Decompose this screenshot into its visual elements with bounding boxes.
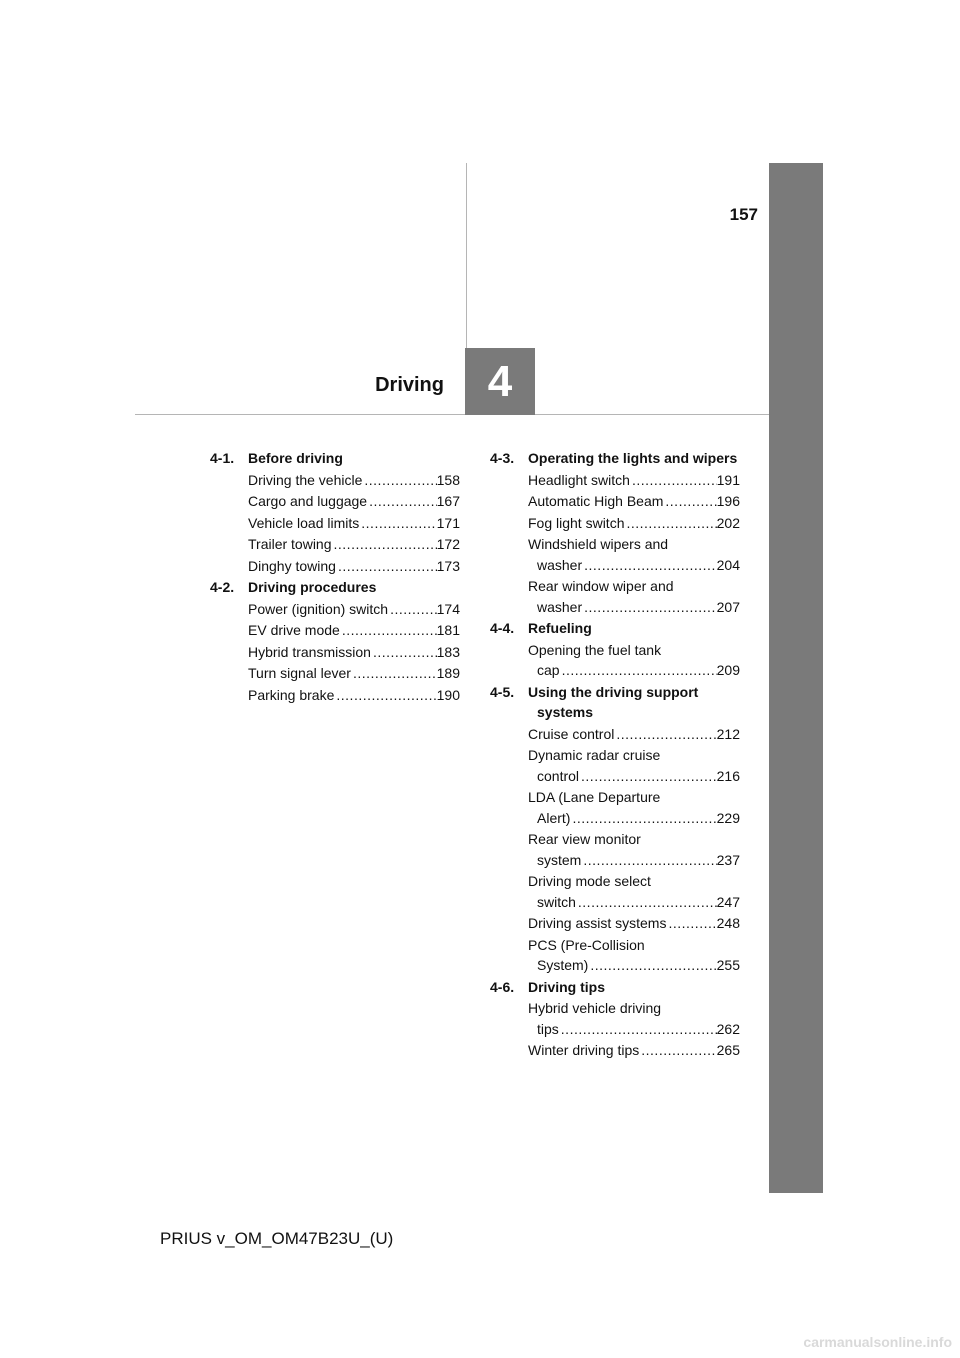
toc-entry-page: 191 (716, 471, 740, 488)
toc-entry-label: Rear view monitor (528, 831, 641, 847)
toc-entry-line (248, 620, 460, 641)
toc-entry[interactable] (248, 534, 460, 555)
toc-entry[interactable] (248, 685, 460, 706)
toc-entry-page: 204 (716, 556, 740, 573)
toc-entry-page: 237 (716, 851, 740, 868)
toc-entry-page: 209 (716, 662, 740, 678)
toc-section-title: Driving tips (528, 978, 606, 995)
toc-entry-label: Dinghy towing (248, 557, 336, 574)
toc-entry-label-cont: system (537, 851, 582, 868)
toc-entry-label: Hybrid vehicle driving (528, 1000, 662, 1016)
toc-entry-label-cont: cap (537, 662, 560, 678)
toc-entry[interactable] (528, 1040, 740, 1061)
toc-entry-line (528, 724, 740, 745)
toc-entry[interactable] (248, 642, 460, 663)
toc-section-number: 4-6. (490, 978, 515, 995)
toc-entry-line (248, 663, 460, 684)
toc-entry-line (528, 955, 740, 976)
toc-entry-label: Driving assist systems (528, 915, 667, 931)
toc-leader-dots (581, 850, 716, 871)
toc-entry[interactable] (248, 620, 460, 641)
toc-section-number: 4-3. (490, 450, 515, 466)
toc-leader-dots (388, 599, 437, 620)
toc-entry-label: Cargo and luggage (248, 493, 368, 509)
toc-leader-dots (362, 470, 436, 491)
toc-section-number: 4-4. (490, 620, 515, 636)
toc-leader-dots (332, 534, 437, 555)
toc-entry-line (248, 685, 460, 706)
toc-entry-label: LDA (Lane Departure (528, 789, 661, 805)
toc-leader-dots (663, 491, 716, 512)
toc-leader-dots (371, 642, 437, 663)
toc-entry-label-cont: washer (537, 598, 583, 615)
toc-leader-dots (614, 724, 716, 745)
toc-entry-label: EV drive mode (248, 622, 340, 638)
toc-entry-line (528, 808, 740, 829)
toc-entry[interactable] (528, 576, 740, 617)
toc-entry-label: Windshield wipers and (528, 536, 669, 552)
toc-entry-page: 229 (716, 809, 740, 826)
toc-entry-page: 248 (716, 915, 740, 931)
toc-entry-page: 171 (436, 514, 460, 531)
toc-leader-dots (570, 808, 716, 829)
toc-entry-page: 183 (436, 643, 460, 660)
toc-right-column (490, 447, 740, 1061)
toc-entry-label: PCS (Pre-Collision (528, 936, 645, 953)
toc-entry-page: 212 (716, 725, 740, 742)
toc-leader-dots (559, 1019, 717, 1040)
toc-entry[interactable] (248, 513, 460, 534)
toc-entry-page: 190 (436, 686, 460, 703)
toc-entry-label: Opening the fuel tank (528, 641, 662, 658)
toc-entry-label: Driving the vehicle (248, 471, 363, 488)
toc-section-heading (490, 448, 740, 469)
toc-entry[interactable] (248, 599, 460, 620)
toc-section-title: Refueling (528, 620, 592, 636)
toc-entry-label: Hybrid transmission (248, 643, 371, 660)
toc-entry-line (528, 470, 740, 491)
toc-section-heading (210, 577, 460, 598)
toc-section-title: Using the driving support systems (528, 683, 699, 720)
toc-leader-dots (367, 491, 437, 512)
toc-entry-line (528, 913, 740, 934)
toc-entry[interactable] (528, 513, 740, 534)
toc-entry-line (528, 513, 740, 534)
toc-entry-page: 216 (716, 767, 740, 784)
toc-entry[interactable] (528, 913, 740, 934)
toc-entry-label-cont: Alert) (537, 809, 571, 826)
toc-entry-line (248, 534, 460, 555)
toc-section-number: 4-5. (490, 683, 515, 700)
toc-entry-label-cont: control (537, 767, 580, 784)
toc-leader-dots (588, 955, 716, 976)
toc-entry[interactable] (528, 787, 740, 828)
toc-entry[interactable] (248, 491, 460, 512)
toc-entry-page: 172 (436, 536, 460, 552)
toc-entry-label: Winter driving tips (528, 1042, 640, 1058)
chapter-number-box (465, 348, 535, 415)
toc-entry-label: Dynamic radar cruise (528, 747, 661, 763)
footer-manual-code: PRIUS v_OM_OM47B23U_(U) (160, 1229, 394, 1248)
toc-entry-line (528, 892, 740, 913)
toc-entry-label: Automatic High Beam (528, 493, 664, 509)
toc-entry-line (528, 660, 740, 681)
toc-entry-line (248, 513, 460, 534)
toc-leader-dots (359, 513, 436, 534)
toc-entry[interactable] (528, 724, 740, 745)
vertical-rule (466, 163, 467, 348)
toc-entry-label: Cruise control (528, 725, 615, 742)
toc-entry-line (248, 599, 460, 620)
toc-section-heading (210, 448, 460, 469)
toc-entry-page: 202 (716, 514, 740, 531)
toc-entry-line (528, 555, 740, 576)
toc-leader-dots (336, 556, 437, 577)
toc-entry[interactable] (248, 470, 460, 491)
chapter-title: Driving (375, 374, 444, 396)
page-number: 157 (729, 205, 758, 224)
toc-leader-dots (560, 660, 717, 681)
toc-section-number: 4-2. (210, 579, 235, 595)
toc-entry-page: 265 (716, 1042, 740, 1058)
toc-entry[interactable] (528, 745, 740, 786)
toc-leader-dots (579, 766, 717, 787)
toc-entry-line (248, 470, 460, 491)
toc-leader-dots (351, 663, 437, 684)
toc-entry[interactable] (528, 829, 740, 870)
toc-entry-label: Headlight switch (528, 471, 630, 488)
toc-entry-label-cont: tips (537, 1020, 559, 1037)
toc-leader-dots (334, 685, 436, 706)
toc-entry-page: 262 (716, 1020, 740, 1037)
toc-leader-dots (582, 555, 717, 576)
toc-entry-line (528, 1019, 740, 1040)
toc-left-column (210, 447, 460, 705)
toc-entry-label: Rear window wiper and (528, 578, 674, 594)
toc-entry-label-cont: System) (537, 957, 589, 973)
toc-entry-line (528, 491, 740, 512)
toc-entry-line (528, 597, 740, 618)
toc-section-heading (490, 682, 740, 723)
toc-entry-line (248, 491, 460, 512)
toc-entry-line (248, 556, 460, 577)
toc-entry-label: Driving mode select (528, 873, 651, 889)
toc-leader-dots (639, 1040, 716, 1061)
toc-section-heading (490, 977, 740, 998)
toc-leader-dots (340, 620, 437, 641)
toc-leader-dots (624, 513, 716, 534)
toc-entry-page: 173 (436, 557, 460, 574)
toc-entry-page: 255 (716, 957, 740, 973)
toc-entry-label-cont: switch (537, 893, 576, 910)
toc-section-number: 4-1. (210, 450, 235, 466)
toc-entry[interactable] (528, 935, 740, 976)
toc-entry-label: Fog light switch (528, 514, 625, 531)
toc-leader-dots (666, 913, 716, 934)
toc-entry-label: Turn signal lever (248, 665, 351, 681)
toc-entry-page: 207 (716, 598, 740, 615)
toc-entry-line (248, 642, 460, 663)
toc-entry[interactable] (528, 998, 740, 1039)
toc-entry-line (528, 766, 740, 787)
toc-entry-page: 174 (436, 600, 460, 617)
toc-entry-page: 181 (436, 622, 460, 638)
chapter-side-tab (769, 163, 823, 1193)
toc-entry-label: Parking brake (248, 686, 335, 703)
toc-entry-page: 247 (716, 893, 740, 910)
toc-entry-label-cont: washer (537, 556, 583, 573)
toc-entry[interactable] (528, 491, 740, 512)
watermark: carmanualsonline.info (803, 1334, 952, 1350)
toc-entry[interactable] (248, 663, 460, 684)
toc-entry-label: Vehicle load limits (248, 514, 360, 531)
toc-entry[interactable] (528, 640, 740, 681)
toc-entry[interactable] (248, 556, 460, 577)
toc-section-title: Before driving (248, 450, 343, 466)
toc-section-heading (490, 618, 740, 639)
toc-entry-label: Trailer towing (248, 536, 332, 552)
toc-entry-page: 158 (436, 471, 460, 488)
toc-entry[interactable] (528, 534, 740, 575)
toc-section-title: Operating the lights and wipers (528, 450, 738, 466)
toc-section-title: Driving procedures (248, 579, 377, 595)
toc-leader-dots (630, 470, 717, 491)
toc-leader-dots (576, 892, 717, 913)
toc-entry-page: 189 (436, 665, 460, 681)
toc-entry-page: 196 (716, 493, 740, 509)
toc-entry[interactable] (528, 470, 740, 491)
toc-entry[interactable] (528, 871, 740, 912)
toc-entry-label: Power (ignition) switch (248, 600, 389, 617)
toc-entry-page: 167 (436, 493, 460, 509)
toc-leader-dots (582, 597, 717, 618)
toc-entry-line (528, 850, 740, 871)
toc-entry-line (528, 1040, 740, 1061)
chapter-number: 4 (487, 356, 513, 406)
